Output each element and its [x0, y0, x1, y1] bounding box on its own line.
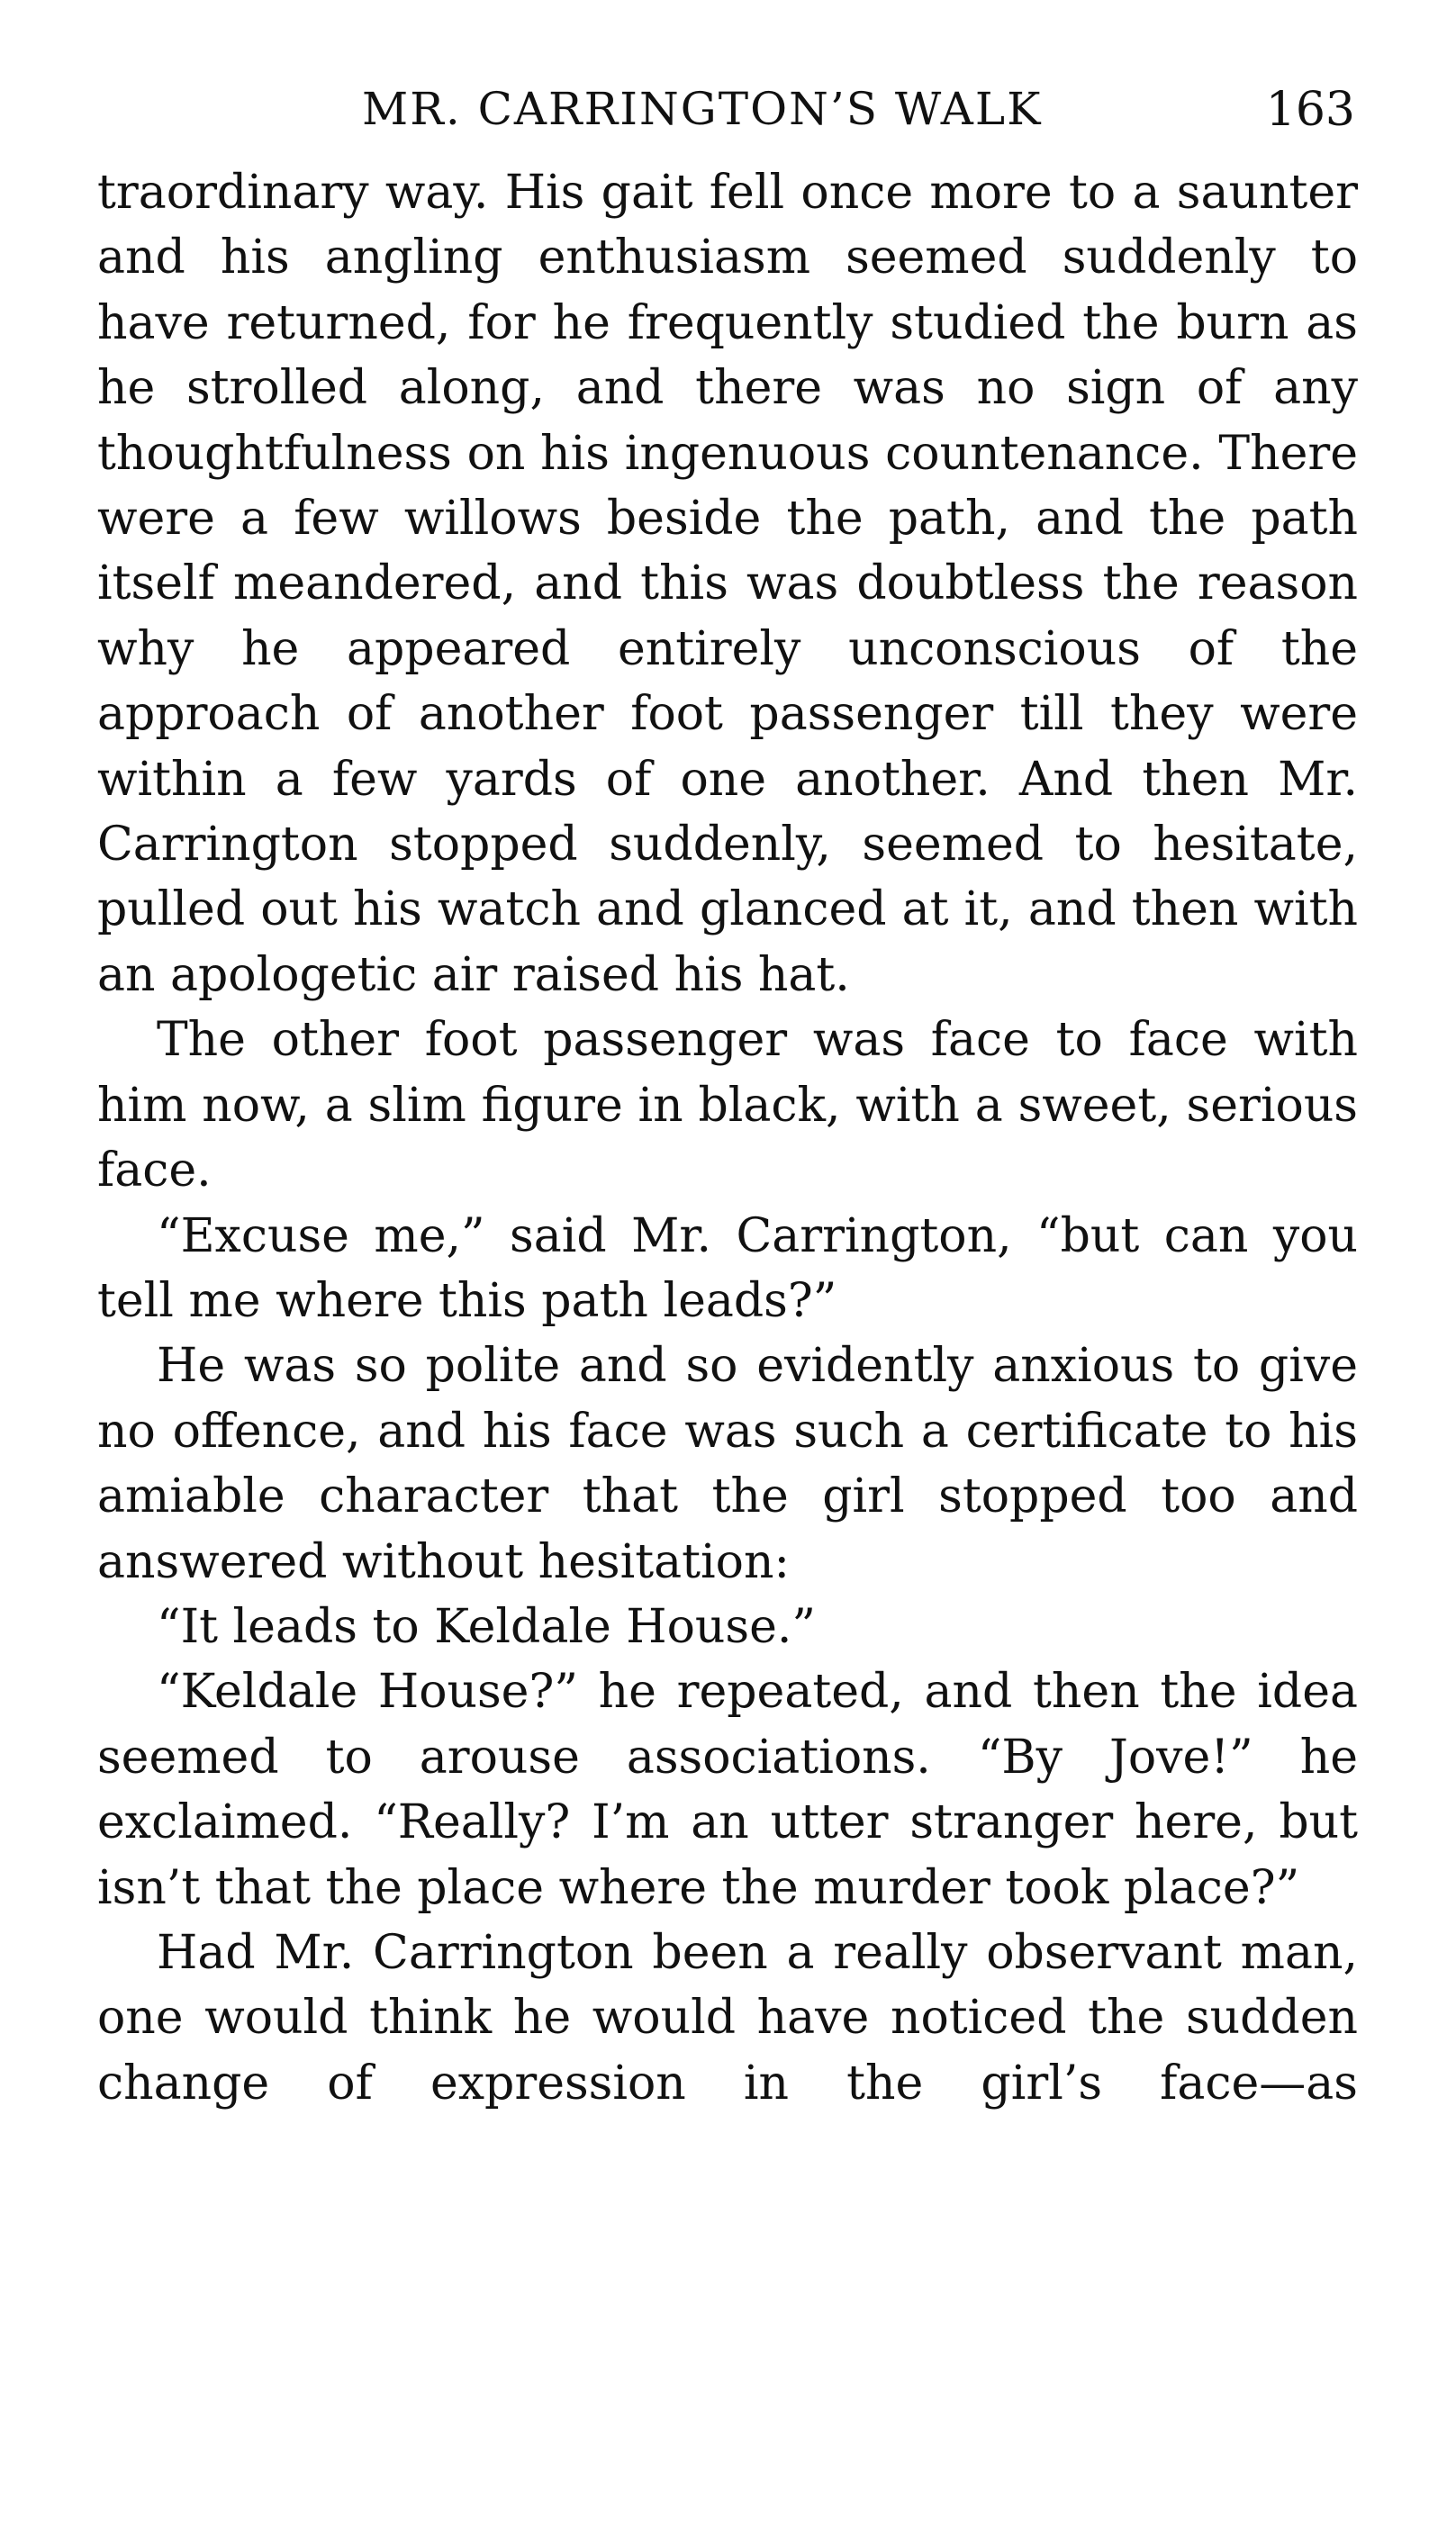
- paragraph: Had Mr. Carrington been a really observant man, one would think he would have noticed the sudden change of expression in the girl’s face—as: [97, 1925, 1358, 2111]
- paragraph: He was so polite and so evidently anxious to give no offence, and his face was such a certificate to his amiable character that the girl stopped too and answered without hesitation:: [97, 1339, 1358, 1589]
- page-number: 163: [1265, 83, 1355, 137]
- paragraph: “Excuse me,” said Mr. Carrington, “but can you tell me where this path leads?”: [97, 1208, 1358, 1328]
- page-header: [99, 83, 1355, 155]
- running-title: MR. CARRINGTON’S WALK: [362, 83, 1043, 135]
- paragraph: The other foot passenger was face to face with him now, a slim figure in black, with a sweet, serious face.: [97, 1013, 1358, 1198]
- paragraph: “It leads to Keldale House.”: [157, 1599, 816, 1654]
- paragraph: “Keldale House?” he repeated, and then the idea seemed to arouse associations. “By Jove!” he exclaimed. “Really? I’m an utter stranger here, but isn’t that the place where the murder took place?”: [97, 1665, 1358, 1915]
- body-text: [97, 160, 1358, 2116]
- paragraph: traordinary way. His gait fell once more to a saunter and his angling enthusiasm seemed suddenly to have returned, for he frequently studied the burn as he strolled along, and there was no sign of any thoughtfulness on his ingenuous countenance. There were a few willows beside the path, and the path itself meandered, and this was doubtless the reason why he appeared entirely unconscious of the approach of another foot passenger till they were within a few yards of one another. And then Mr. Carrington stopped suddenly, seemed to hesitate, pulled out his watch and glanced at it, and then with an apologetic air raised his hat.: [97, 166, 1358, 1002]
